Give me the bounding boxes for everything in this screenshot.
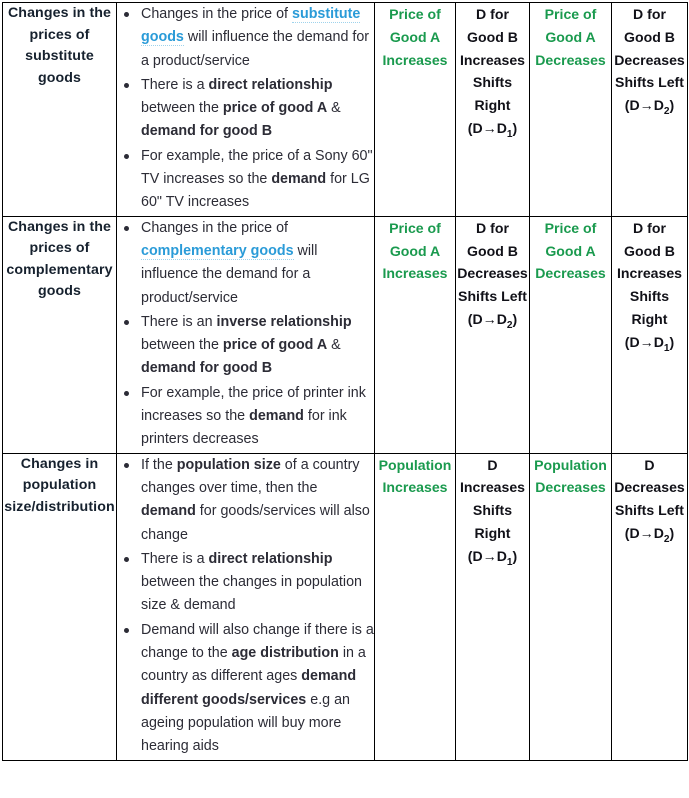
shift-notation-suffix: ) [512,547,518,564]
emphasis-text: age distribution [231,645,339,662]
shift-notation [456,117,529,140]
bullet-item [137,619,374,759]
glossary-link[interactable]: complementary goods [141,242,294,259]
table-row [3,3,688,217]
shift-notation-subscript: 1 [506,556,513,568]
effect-line: Shifts [472,502,513,519]
effect-line: Increases [459,479,526,496]
shift-notation-subscript: 2 [506,319,513,331]
bullet-item [137,217,374,310]
body-text: Changes in the price of [141,6,293,22]
explanation-cell [117,453,375,760]
cause-cell [530,216,612,453]
shift-notation-prefix: (D→D [624,333,664,350]
shift-notation-prefix: (D→D [467,547,507,564]
shift-notation-suffix: ) [669,525,675,542]
bullet-item [137,382,374,452]
body-text: of a country changes over time, then the [141,456,360,496]
shift-notation-prefix: (D→D [467,120,507,137]
body-text: between the [141,337,223,354]
bullet-item [137,3,374,73]
factor-cell [3,216,117,453]
effect-line: D for [633,6,666,22]
shift-notation-prefix: (D→D [467,310,507,327]
factor-label: Changes in the prices of substitute goods [7,5,112,86]
effect-line: Decreases [457,265,528,282]
effect-text [456,3,529,140]
cause-cell [530,3,612,217]
body-text: will influence the demand for a product/service [141,29,370,69]
bullet-item [137,145,374,215]
effect-line: D [644,456,655,473]
shift-notation-subscript: 1 [506,128,513,140]
emphasis-text: price of good A [222,337,328,354]
cause-cell [530,453,612,760]
effect-line: Increases [459,51,526,68]
effect-cell [612,216,688,453]
shift-notation-suffix: ) [512,310,518,327]
emphasis-text: population size [176,456,281,473]
body-text: There is an [141,313,217,330]
shift-notation-prefix: (D→D [624,525,664,542]
emphasis-text: demand [271,171,327,188]
body-text: If the [141,456,177,473]
bullet-item [137,548,374,618]
shift-notation [612,94,687,117]
effect-text [612,3,687,117]
body-text: Demand will also change if there is a change to the [141,621,374,662]
body-text: between the [141,100,223,117]
emphasis-text: demand for good B [141,123,273,140]
emphasis-text: demand [249,408,304,425]
effect-line: Good B [467,242,518,259]
effect-cell [456,3,530,217]
factor-cell [3,3,117,217]
body-text: There is a [141,550,209,567]
emphasis-text: demand different goods/services [141,668,357,708]
emphasis-text: inverse relationship [216,313,352,330]
effect-line: Shifts Left [615,502,684,519]
effect-line: Increases [616,265,683,282]
effect-line: D [487,456,498,473]
table-row [3,453,688,760]
effect-line: D for [476,219,509,236]
bullet-item [137,454,374,547]
cause-cell [375,3,456,217]
effect-line: Shifts [629,288,670,305]
table-body [3,3,688,761]
cause-cell [375,216,456,453]
explanation-cell [117,216,375,453]
cause-text: Price of Good A Increases [382,6,448,68]
effect-line: Good B [467,28,518,45]
shift-notation-subscript: 1 [663,342,670,354]
effect-line: Right [474,525,511,542]
table-row [3,216,688,453]
body-text: in a country as different ages [141,645,366,685]
bullet-list [117,454,374,759]
cause-text: Population Increases [378,456,452,496]
body-text: e.g an ageing population will buy more hearing aids [141,691,350,755]
cause-cell [375,453,456,760]
body-text: for LG 60" TV increases [141,171,370,211]
body-text: & [327,337,341,354]
body-text: for ink printers decreases [141,408,347,448]
body-text: will influence the demand for a product/service [141,242,318,306]
effect-cell [456,216,530,453]
body-text: There is a [141,76,209,93]
effect-cell [612,3,688,217]
body-text: & [327,100,341,117]
cause-text: Price of Good A Decreases [535,6,606,68]
shift-notation-suffix: ) [669,97,675,114]
effect-line: Decreases [614,51,685,68]
effect-cell [456,453,530,760]
body-text: For example, the price of a Sony 60" TV increases so the [141,147,373,188]
effect-line: Good B [624,28,675,45]
shift-notation-suffix: ) [512,120,518,137]
effect-line: Right [474,97,511,114]
shift-notation-subscript: 2 [663,533,670,545]
effect-line: Shifts Left [458,288,527,305]
body-text: For example, the price of printer ink increases so the [141,384,366,425]
bullet-list [117,217,374,452]
cause-text: Price of Good A Decreases [535,219,606,282]
shift-notation [456,545,529,568]
factor-cell [3,453,117,760]
cause-text: Price of Good A Increases [382,219,448,282]
effect-text [612,454,687,545]
effect-line: Decreases [614,479,685,496]
effect-line: Shifts Left [615,74,684,91]
bullet-item [137,311,374,381]
emphasis-text: direct relationship [208,550,333,567]
cause-text: Population Decreases [534,456,607,496]
shift-notation [612,522,687,545]
factor-label: Changes in the prices of complementary goods [6,218,113,300]
emphasis-text: direct relationship [208,76,333,93]
effect-text [456,454,529,568]
body-text: for goods/services will also change [141,503,370,543]
effect-text [612,217,687,354]
shift-notation-subscript: 2 [663,106,670,118]
body-text: between the changes in population size & demand [141,574,362,614]
shift-notation-suffix: ) [669,333,675,350]
emphasis-text: demand for good B [141,360,273,377]
factor-label: Changes in population size/distribution [4,455,115,515]
effect-line: Shifts [472,74,513,91]
body-text: Changes in the price of [141,219,289,236]
demand-factors-table [2,2,688,761]
shift-notation [456,308,529,331]
shift-notation-prefix: (D→D [624,97,664,114]
emphasis-text: price of good A [222,100,328,117]
effect-line: D for [633,219,666,236]
effect-cell [612,453,688,760]
emphasis-text: demand [141,503,196,520]
effect-line: Right [631,310,668,327]
explanation-cell [117,3,375,217]
effect-line: Good B [624,242,675,259]
effect-line: D for [476,6,509,22]
bullet-item [137,74,374,144]
bullet-list [117,3,374,215]
effect-text [456,217,529,331]
shift-notation [612,331,687,354]
glossary-link[interactable]: substitute goods [141,6,361,46]
